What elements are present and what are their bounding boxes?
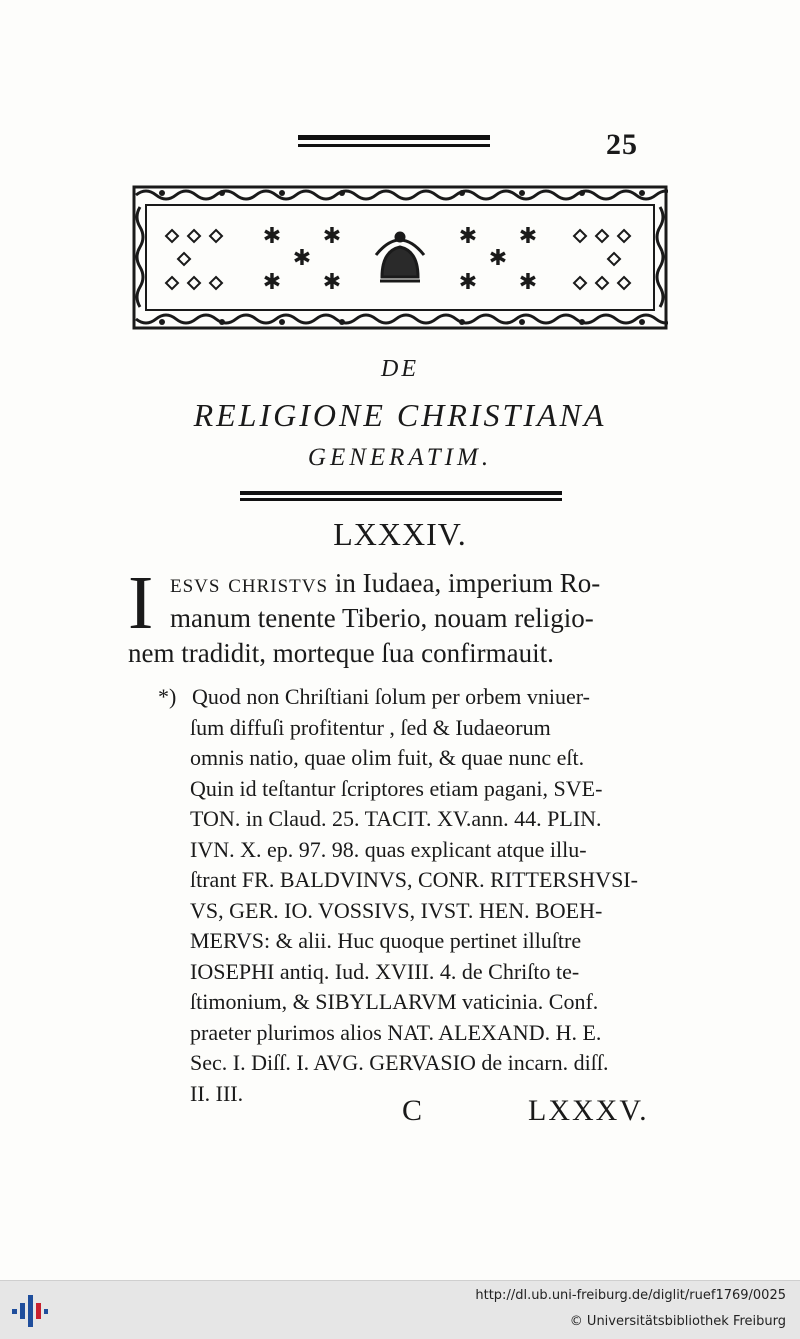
svg-text:✱: ✱	[262, 224, 282, 249]
ub-freiburg-logo-icon[interactable]	[10, 1293, 50, 1329]
signature-mark: C	[402, 1094, 425, 1127]
header-rule	[298, 135, 490, 151]
footnote-line: VS, GER. IO. VOSSIVS, IVST. HEN. BOEH-	[190, 897, 603, 923]
footnote-line: praeter plurimos alios NAT. ALEXAND. H. E.	[190, 1019, 602, 1045]
ornamental-border-icon	[132, 185, 668, 330]
footnote	[158, 682, 678, 1109]
copyright-notice: © Universitätsbibliothek Freiburg	[569, 1314, 786, 1329]
footnote-line	[158, 682, 678, 713]
viewer-footer	[0, 1280, 800, 1339]
footnote-line: IVN. X. ep. 97. 98. quas explicant atque illu-	[190, 836, 587, 862]
double-rule	[240, 491, 562, 503]
footnote-line: omnis natio, quae olim fuit, & quae nunc eſt.	[190, 745, 585, 770]
footnote-line: TON. in Claud. 25. TACIT. XV.ann. 44. PLIN.	[190, 806, 602, 831]
page-number: 25	[606, 128, 638, 161]
footnote-line: ſum diffuſi profitentur , ſed & Iudaeorum	[190, 714, 551, 740]
svg-text:✱: ✱	[518, 224, 538, 249]
footnote-line: ſtimonium, & SIBYLLARVM vaticinia. Conf.	[190, 989, 599, 1014]
main-line-3: nem tradidit, morteque ſua confirmauit.	[128, 638, 554, 668]
main-line-1-rest: in Iudaea, imperium Ro-	[328, 568, 601, 598]
footnote-line: MERVS: & alii. Huc quoque pertinet illuſtre	[190, 928, 582, 953]
title-line-generatim: GENERATIM.	[307, 444, 493, 471]
title-line-main: RELIGIONE CHRISTIANA	[193, 397, 607, 433]
main-paragraph	[128, 561, 672, 671]
catchword: LXXXV.	[528, 1094, 649, 1127]
svg-text:✱: ✱	[322, 224, 342, 249]
main-line-1-smallcaps: esvs christvs	[170, 568, 329, 598]
permalink-url[interactable]: http://dl.ub.uni-freiburg.de/diglit/ruef1769/0025	[475, 1288, 786, 1303]
svg-text:✱: ✱	[322, 270, 342, 295]
drop-cap: I	[128, 561, 154, 645]
svg-text:✱: ✱	[518, 270, 538, 295]
footnote-line: Quin id teſtantur ſcriptores etiam pagani, SVE-	[190, 775, 603, 801]
main-line-2: manum tenente Tiberio, nouam religio-	[170, 603, 594, 633]
footnote-line: II. III.	[190, 1080, 244, 1106]
svg-text:✱: ✱	[488, 246, 508, 271]
footnote-line-text: Quod non Chriſtiani ſolum per orbem vniuer-	[192, 684, 590, 709]
title-line-de: DE	[381, 356, 419, 382]
svg-text:✱: ✱	[458, 224, 478, 249]
footnote-marker: *)	[158, 684, 177, 709]
svg-text:✱: ✱	[458, 270, 478, 295]
section-number: LXXXIV.	[333, 516, 467, 552]
title-block	[0, 352, 800, 476]
svg-text:✱: ✱	[262, 270, 282, 295]
svg-text:✱: ✱	[292, 246, 312, 271]
footnote-line: Sec. I. Diſſ. I. AVG. GERVASIO de incarn. diſſ.	[190, 1050, 609, 1075]
main-line-1	[128, 566, 672, 601]
footnote-line: ſtrant FR. BALDVINVS, CONR. RITTERSHVSI-	[190, 867, 638, 892]
footnote-line: IOSEPHI antiq. Iud. XVIII. 4. de Chriſto te-	[190, 958, 580, 984]
